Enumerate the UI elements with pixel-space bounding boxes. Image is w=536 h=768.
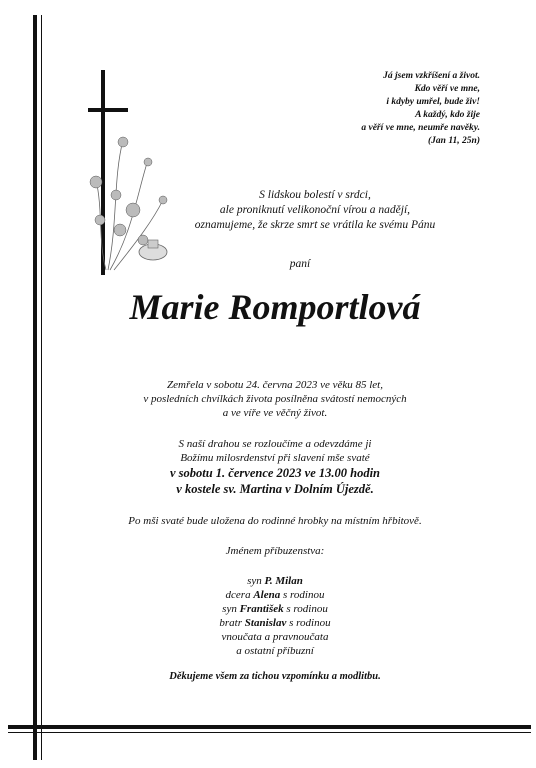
quote-line: i kdyby umřel, bude živ! xyxy=(386,97,480,107)
border-left-thin xyxy=(41,15,42,760)
mass-line: S naší drahou se rozloučíme a odevzdáme ji xyxy=(178,438,372,450)
intro-line: ale proniknutí velikonoční vírou a nadějí, xyxy=(219,204,411,216)
border-bottom-thick xyxy=(8,725,531,729)
mass-info xyxy=(60,437,490,497)
mass-line: Božímu milosrdenství při slavení mše svaté xyxy=(180,452,370,464)
relative-entry: syn František s rodinou xyxy=(222,603,328,615)
death-line: v posledních chvílkách života posílněna svátostí nemocných xyxy=(143,393,407,405)
mass-date: v sobotu 1. července 2023 ve 13.00 hodin xyxy=(169,466,381,480)
bible-quote xyxy=(300,70,480,148)
burial-info: Po mši svaté bude uložena do rodinné hrobky na místním hřbitově. xyxy=(128,515,422,527)
relatives-heading: Jménem příbuzenstva: xyxy=(225,545,325,557)
relative-entry: syn P. Milan xyxy=(247,575,303,587)
quote-line: Já jsem vzkříšení a život. xyxy=(383,71,480,81)
quote-line: A každý, kdo žije xyxy=(415,110,480,120)
quote-line: a věří ve mne, neumře navěky. xyxy=(361,123,480,133)
relative-entry: dcera Alena s rodinou xyxy=(225,589,325,601)
deceased-name: Marie Romportlová xyxy=(129,287,421,327)
relatives-list xyxy=(60,574,490,658)
border-left-thick xyxy=(33,15,37,760)
death-line: a ve víře ve věčný život. xyxy=(222,407,328,419)
mass-place: v kostele sv. Martina v Dolním Újezdě. xyxy=(176,482,374,496)
intro-line: S lidskou bolestí v srdci, xyxy=(259,189,371,201)
border-bottom-thin xyxy=(8,732,531,733)
title-prefix: paní xyxy=(289,258,311,270)
intro-line: oznamujeme, že skrze smrt se vrátila ke svému Pánu xyxy=(194,219,436,231)
thanks-line: Děkujeme všem za tichou vzpomínku a modlitbu. xyxy=(169,671,381,682)
relative-entry: bratr Stanislav s rodinou xyxy=(219,617,331,629)
intro-text xyxy=(150,188,480,233)
relative-entry: a ostatní příbuzní xyxy=(236,645,314,657)
death-notice xyxy=(60,378,490,420)
quote-source: (Jan 11, 25n) xyxy=(428,136,480,146)
quote-line: Kdo věří ve mne, xyxy=(414,84,480,94)
death-line: Zemřela v sobotu 24. června 2023 ve věku 85 let, xyxy=(167,379,383,391)
cross-flowers-icon xyxy=(78,70,188,280)
relative-entry: vnoučata a pravnoučata xyxy=(221,631,329,643)
